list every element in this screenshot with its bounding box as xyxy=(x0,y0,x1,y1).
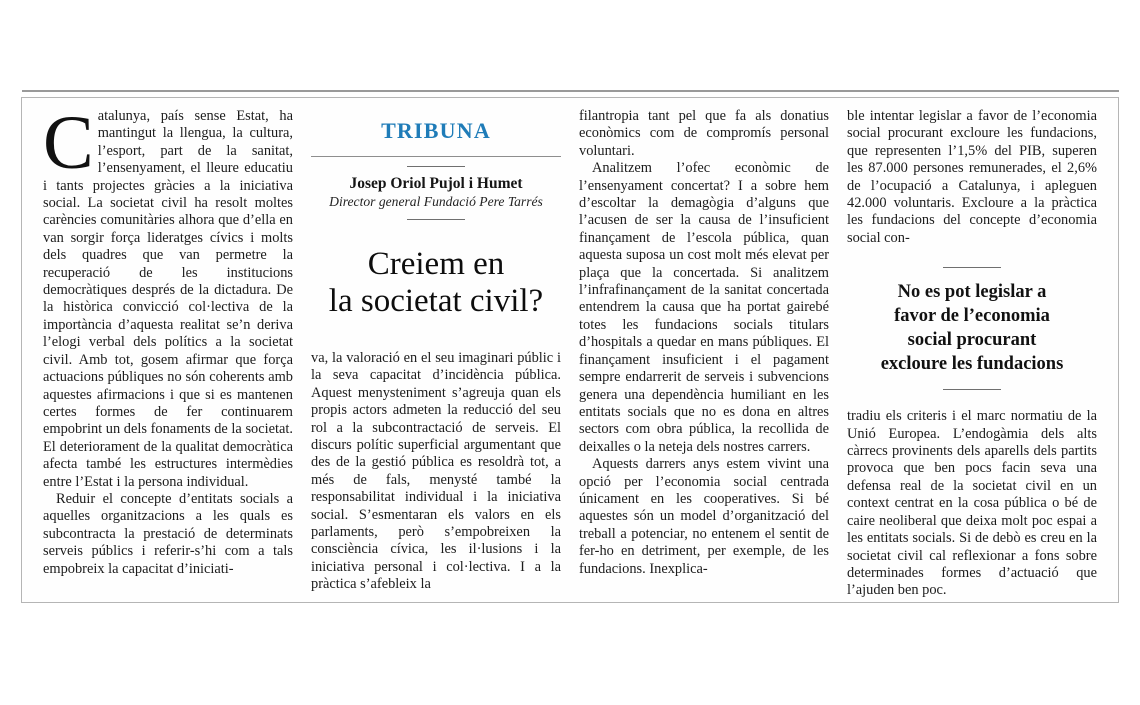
article-column-4 xyxy=(838,108,1106,599)
author-role: Director general Fundació Pere Tarrés xyxy=(329,194,543,209)
pullquote-line-3: social procurant xyxy=(907,330,1037,351)
column-1-paragraph-2: Reduir el concepte d’entitats socials a aquelles organitzacions a les quals es subcontracta la prestació de determinats serveis públics i referir-s’hi com a tals empobreix la capacitat d’iniciati- xyxy=(43,490,293,577)
pullquote-line-2: favor de l’economia xyxy=(894,306,1050,327)
top-divider-rule xyxy=(22,90,1119,92)
column-1-paragraph-1: Catalunya, país sense Estat, ha mantingut la llengua, la cultura, l’esport, part de la sanitat, l’ensenyament, el lleure educatiu i tants projectes gràcies a la iniciativa social. La societat civil ha resolt moltes carències comunitàries alhora que d’ella en van sorgir força lideratges cívics i molts dels quadres que van permetre la recuperació de les institucions democràtiques després de la dictadura. De la històrica convicció col·lectiva de la importància d’aquesta realitat se’n deriva l’elogi verbal dels polítics a la societat civil. Amb tot, gosem afirmar que força actuacions públiques no són coherents amb aquestes afirmacions i que si es mantenen certes formes de fer continuarem empobrint un dels fonaments de la societat. El deteriorament de la qualitat democràtica afecta també les estructures intermèdies entre l’Estat i la persona individual. xyxy=(43,101,293,490)
article-column-1 xyxy=(34,101,302,592)
article-frame xyxy=(21,97,1119,603)
pullquote-rule-bottom xyxy=(943,389,1001,390)
column-4-paragraph-2: tradiu els criteris i el marc normatiu de la Unió Europea. L’endogàmia dels alts càrrecs provinents dels aparells dels partits provoca que ben pocs facin seva una defensa real de la societat civil en un context centrat en la cosa pública o bé de caire neoliberal que deixa molt poc espai a les entitats socials. Si de debò es creu en la societat civil cal reflexionar a fons sobre determinades formes d’actuació que l’ajuden ben poc. xyxy=(847,408,1097,599)
byline-ornament-rule-top xyxy=(407,166,465,167)
pullquote-block xyxy=(847,267,1097,390)
headline-line-2: la societat civil? xyxy=(328,283,544,319)
article-column-3 xyxy=(570,108,838,592)
article-column-2 xyxy=(302,108,570,592)
column-3-paragraph-3: Aquests darrers anys estem vivint una opció per l’economia social centrada únicament en les cooperatives. Si bé aquestes són un model d’organització del treball a potenciar, no entenem el sentit de fer-ho en detriment, per exemple, de les fundacions. Inexplica- xyxy=(579,456,829,577)
pullquote-line-4: excloure les fundacions xyxy=(880,354,1064,375)
headline-line-1: Creiem en xyxy=(367,246,505,282)
byline-ornament-rule-bottom xyxy=(407,219,465,220)
author-name: Josep Oriol Pujol i Humet xyxy=(349,175,523,192)
column-4-paragraph-1: ble intentar legislar a favor de l’economia social procurant excloure les fundacions, que representen l’1,5% del PIB, superen les 87.000 persones remunerades, el 2,6% de l’ocupació a Catalunya, i apleguen 42.000 voluntaris. Excloure a la pràctica les fundacions del concepte d’economia social con- xyxy=(847,108,1097,246)
pullquote-text xyxy=(847,280,1097,376)
byline-top-rule xyxy=(311,156,561,157)
column-3-paragraph-1: filantropia tant pel que fa als donatius econòmics com de compromís personal voluntari. xyxy=(579,108,829,159)
page-title xyxy=(311,246,561,320)
section-kicker: TRIBUNA xyxy=(381,118,491,143)
pullquote-rule-top xyxy=(943,267,1001,268)
pullquote-line-1: No es pot legislar a xyxy=(897,282,1047,303)
column-3-paragraph-2: Analitzem l’ofec econòmic de l’ensenyament concertat? I a sobre hem d’escoltar la demagògia d’alguns que l’acusen de ser la causa de l’insuficient finançament de l’escola pública, quan aquesta suposa un cost molt més elevat per plaça que la concertada. Si analitzem l’infrafinançament de la sanitat concertada entendrem la causa que ha portat gairebé totes les fundacions socials titulars d’hospitals a quedar en mans públiques. El finançament insuficient i el pagament sempre endarrerit de serveis i subvencions genera una dependència humiliant en les entitats socials que no es dona en altres sectors com obra pública, la recollida de deixalles o la neteja dels nostres carrers. xyxy=(579,160,829,455)
column-2-paragraph-1: va, la valoració en el seu imaginari públic i la seva capacitat d’incidència pública. Aquest menysteniment s’agreuja quan els propis actors admeten la reducció del seu rol a la subcontractació de serveis. El discurs polític superficial argumentant que des de la gestió pública es resoldrà tot, a més de fals, menysté també la responsabilitat individual i la iniciativa social. S’esmentaran els valors en els parlaments, però s’empobreixen la consciència cívica, les il·lusions i la iniciativa personal i col·lectiva. I a la pràctica s’afebleix la xyxy=(311,350,561,593)
